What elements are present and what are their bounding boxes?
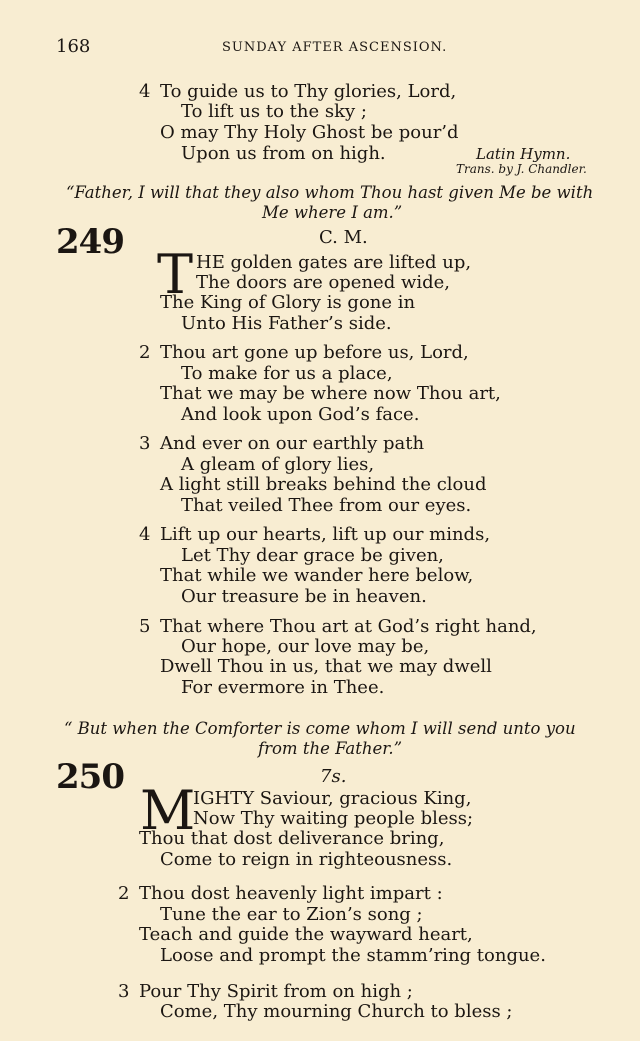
drop-cap: T: [157, 243, 194, 306]
verse-line: Pour Thy Spirit from on high ;: [139, 981, 413, 1002]
running-head: SUNDAY AFTER ASCENSION.: [222, 40, 448, 55]
verse-line: To lift us to the sky ;: [181, 101, 367, 122]
verse-line: That veiled Thee from our eyes.: [181, 495, 472, 516]
verse-line: Tune the ear to Zion’s song ;: [160, 904, 423, 925]
stanza-number: 2: [139, 342, 151, 363]
verse-line: To make for us a place,: [181, 363, 393, 384]
verse-line: For evermore in Thee.: [181, 677, 385, 698]
attribution: Latin Hymn.: [476, 145, 571, 163]
verse-line: Come to reign in righteousness.: [160, 849, 453, 870]
verse-line: That we may be where now Thou art,: [160, 383, 501, 404]
hymn-meter: 7s.: [320, 766, 347, 787]
verse-line: To guide us to Thy glories, Lord,: [160, 81, 457, 102]
verse-line: Upon us from on high.: [181, 143, 386, 164]
verse-line: And ever on our earthly path: [160, 433, 425, 454]
verse-line: That while we wander here below,: [160, 565, 474, 586]
verse-line: The doors are opened wide,: [196, 272, 451, 293]
epigraph-line: from the Father.”: [258, 739, 403, 758]
translator: Trans. by J. Chandler.: [456, 162, 587, 176]
hymn-number: 249: [56, 222, 124, 262]
verse-line: Teach and guide the wayward heart,: [139, 924, 473, 945]
verse-line: Our treasure be in heaven.: [181, 586, 427, 607]
epigraph-line: “Father, I will that they also whom Thou hast given Me be with: [66, 183, 594, 202]
hymn-number: 250: [56, 757, 124, 797]
verse-line: Lift up our hearts, lift up our minds,: [160, 524, 491, 545]
stanza-number: 4: [139, 524, 151, 545]
stanza-number: 5: [139, 616, 151, 637]
verse-line: O may Thy Holy Ghost be pour’d: [160, 122, 459, 143]
stanza-number: 3: [118, 981, 130, 1002]
stanza-number: 3: [139, 433, 151, 454]
page-number: 168: [56, 36, 91, 57]
verse-line: Unto His Father’s side.: [181, 313, 392, 334]
epigraph-line: “ But when the Comforter is come whom I will send unto you: [64, 719, 576, 738]
verse-line: A gleam of glory lies,: [181, 454, 375, 475]
verse-line: Thou that dost deliverance bring,: [139, 828, 445, 849]
verse-line: And look upon God’s face.: [181, 404, 420, 425]
hymn-meter: C. M.: [319, 227, 368, 248]
verse-line: Now Thy waiting people bless;: [193, 808, 474, 829]
epigraph-line: Me where I am.”: [262, 203, 403, 222]
verse-line: IGHTY Saviour, gracious King,: [193, 788, 472, 809]
verse-line: Dwell Thou in us, that we may dwell: [160, 656, 492, 677]
verse-line: Come, Thy mourning Church to bless ;: [160, 1001, 513, 1022]
verse-line: Our hope, our love may be,: [181, 636, 430, 657]
stanza-number: 2: [118, 883, 130, 904]
verse-line: A light still breaks behind the cloud: [160, 474, 487, 495]
verse-line: HE golden gates are lifted up,: [196, 252, 472, 273]
verse-line: The King of Glory is gone in: [160, 292, 416, 313]
drop-cap: M: [140, 779, 196, 842]
verse-line: Thou dost heavenly light impart :: [139, 883, 443, 904]
verse-line: Loose and prompt the stamm’ring tongue.: [160, 945, 546, 966]
verse-line: That where Thou art at God’s right hand,: [160, 616, 537, 637]
verse-line: Thou art gone up before us, Lord,: [160, 342, 469, 363]
verse-line: Let Thy dear grace be given,: [181, 545, 444, 566]
stanza-number: 4: [139, 81, 151, 102]
